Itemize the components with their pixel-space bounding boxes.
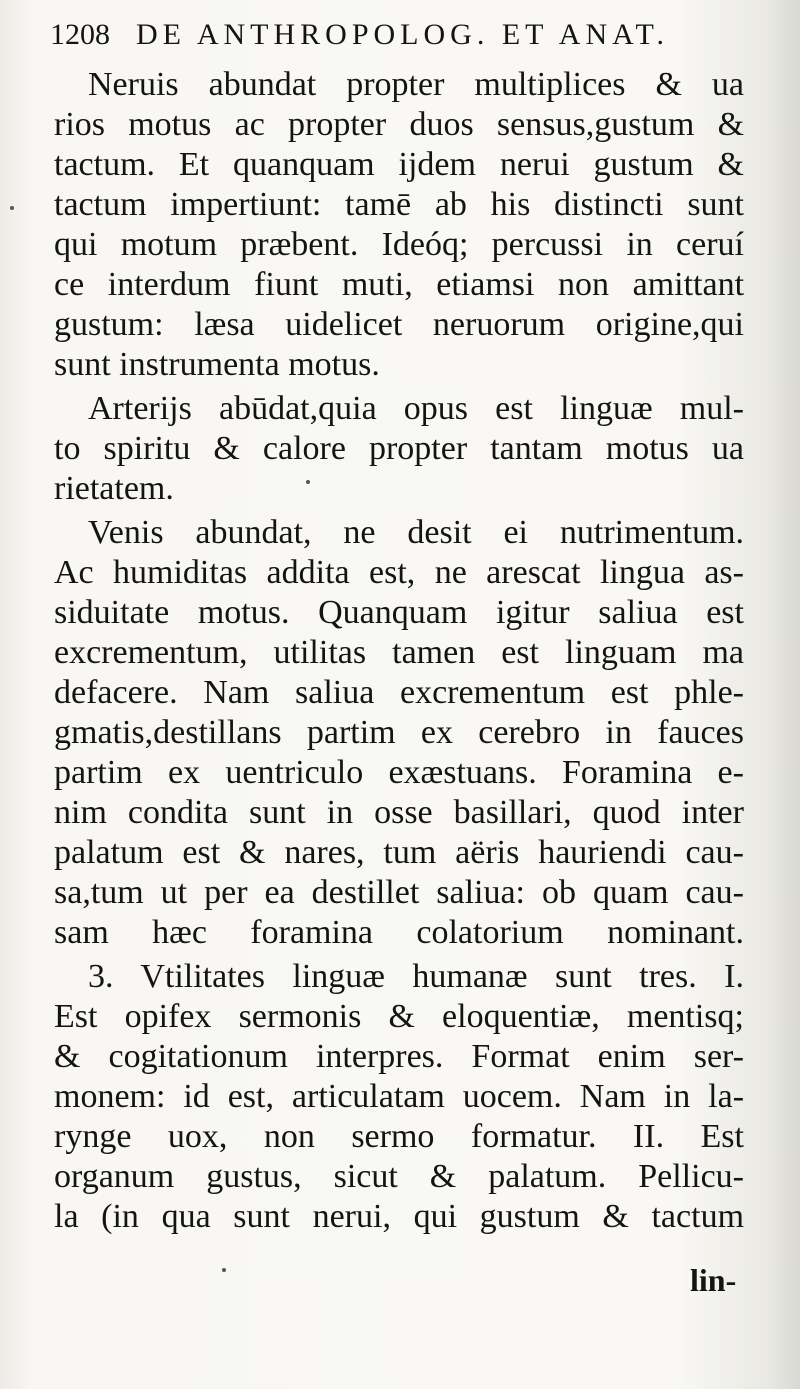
text-line: gmatis,destillans partim ex cerebro in fauces (54, 714, 744, 751)
text-line: Est opifex sermonis & eloquentiæ, mentisq; (54, 998, 744, 1035)
text-line: organum gustus, sicut & palatum. Pellicu- (54, 1158, 744, 1195)
text-line: Venis abundat, ne desit ei nutrimentum. (88, 514, 744, 551)
text-line: tactum. Et quanquam ijdem nerui gustum & (54, 146, 744, 183)
running-header (50, 18, 750, 58)
text-line: partim ex uentriculo exæstuans. Foramina e- (54, 754, 744, 791)
text-line: Neruis abundat propter multiplices & ua (88, 66, 744, 103)
text-line: rios motus ac propter duos sensus,gustum & (54, 106, 744, 143)
text-line: sunt instrumenta motus. (54, 346, 380, 383)
text-line: ce interdum fiunt muti, etiamsi non amittant (54, 266, 744, 303)
ink-speck (222, 1268, 226, 1272)
text-line: 3. Vtilitates linguæ humanæ sunt tres. I. (88, 958, 744, 995)
text-line: sa,tum ut per ea destillet saliua: ob quam cau- (54, 874, 744, 911)
text-line: palatum est & nares, tum aëris hauriendi cau- (54, 834, 744, 871)
text-line: & cogitationum interpres. Format enim ser- (54, 1038, 744, 1075)
text-line: qui motum præbent. Ideóq; percussi in ceruí (54, 226, 744, 263)
text-line: excrementum, utilitas tamen est linguam ma (54, 634, 744, 671)
text-line: Ac humiditas addita est, ne arescat lingua as- (54, 554, 744, 591)
ink-speck (10, 206, 14, 210)
text-line: gustum: læsa uidelicet neruorum origine,qui (54, 306, 744, 343)
text-line: nim condita sunt in osse basillari, quod inter (54, 794, 744, 831)
text-line: monem: id est, articulatam uocem. Nam in la- (54, 1078, 744, 1115)
text-line: Arterijs abūdat,quia opus est linguæ mul- (88, 390, 744, 427)
text-line: defacere. Nam saliua excrementum est phle- (54, 674, 744, 711)
text-line: rietatem. (54, 470, 174, 507)
text-line: siduitate motus. Quanquam igitur saliua est (54, 594, 744, 631)
running-title: DE ANTHROPOLOG. ET ANAT. (136, 18, 670, 51)
text-line: to spiritu & calore propter tantam motus ua (54, 430, 744, 467)
ink-speck (306, 480, 310, 484)
text-line: rynge uox, non sermo formatur. II. Est (54, 1118, 744, 1155)
catchword: lin- (690, 1262, 737, 1298)
page-number: 1208 (50, 18, 110, 51)
text-line: tactum impertiunt: tamē ab his distincti sunt (54, 186, 744, 223)
text-line: sam hæc foramina colatorium nominant. (54, 914, 744, 951)
text-line: la (in qua sunt nerui, qui gustum & tactum (54, 1198, 744, 1235)
